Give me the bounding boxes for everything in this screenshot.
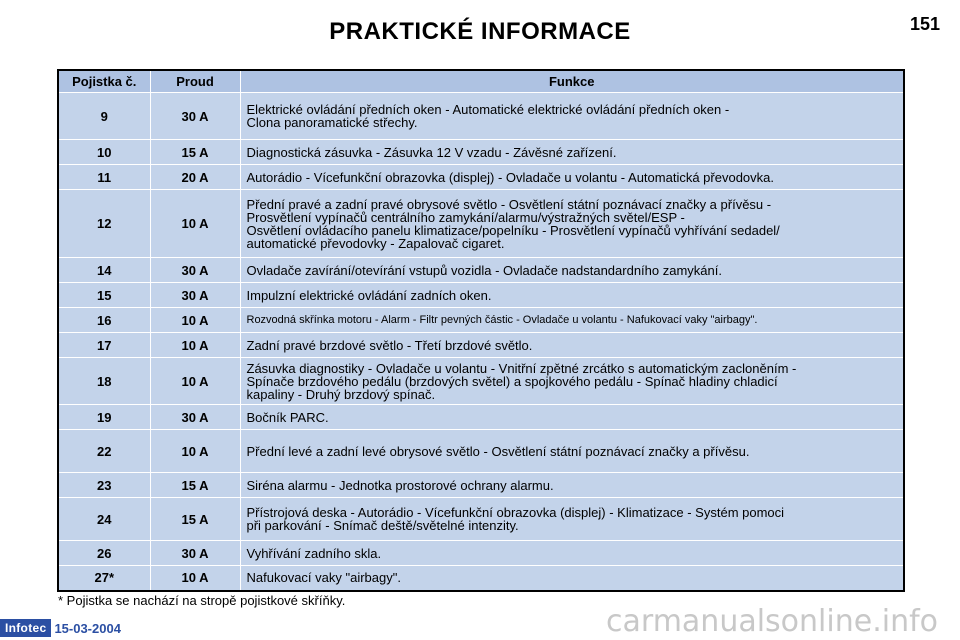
fuse-current: 10 A <box>150 190 240 258</box>
fuse-number: 27* <box>58 566 150 591</box>
fuse-number: 14 <box>58 258 150 283</box>
fuse-function: Zásuvka diagnostiky - Ovladače u volantu - Vnitřní zpětné zrcátko s automatickým zacloněním - Spínače brzdového pedálu (brzdových světel) a spojkového pedálu - Spínač hladiny chladicí kapaliny - Druhý brzdový spínač. <box>240 358 904 405</box>
table-row <box>58 283 904 308</box>
fuse-function: Přední levé a zadní levé obrysové světlo - Osvětlení státní poznávací značky a přívěsu. <box>240 430 904 473</box>
footnote: * Pojistka se nachází na stropě pojistkové skříňky. <box>58 593 346 608</box>
footer-date: 15-03-2004 <box>54 620 121 636</box>
fuse-current: 15 A <box>150 140 240 165</box>
fuse-current: 10 A <box>150 566 240 591</box>
fuse-function: Impulzní elektrické ovládání zadních oken. <box>240 283 904 308</box>
fuse-current: 30 A <box>150 93 240 140</box>
fuse-current: 10 A <box>150 333 240 358</box>
fuse-current: 30 A <box>150 405 240 430</box>
fuse-current: 10 A <box>150 430 240 473</box>
fuse-current: 30 A <box>150 258 240 283</box>
fuse-function: Rozvodná skřínka motoru - Alarm - Filtr pevných částic - Ovladače u volantu - Nafukovací vaky "airbagy". <box>240 308 904 333</box>
fuse-current: 10 A <box>150 358 240 405</box>
table-row <box>58 566 904 591</box>
fuse-function: Nafukovací vaky "airbagy". <box>240 566 904 591</box>
fuse-number: 19 <box>58 405 150 430</box>
page-number: 151 <box>909 14 940 34</box>
table-row <box>58 190 904 258</box>
fuse-number: 22 <box>58 430 150 473</box>
column-header-function: Funkce <box>240 70 904 93</box>
column-header-current: Proud <box>150 70 240 93</box>
fuse-current: 15 A <box>150 473 240 498</box>
table-row <box>58 358 904 405</box>
fuse-function: Ovladače zavírání/otevírání vstupů vozidla - Ovladače nadstandardního zamykání. <box>240 258 904 283</box>
fuse-current: 10 A <box>150 308 240 333</box>
footer <box>0 619 121 637</box>
fuse-current: 20 A <box>150 165 240 190</box>
fuse-function: Vyhřívání zadního skla. <box>240 541 904 566</box>
table-header-row <box>58 70 904 93</box>
table-row <box>58 541 904 566</box>
fuse-number: 26 <box>58 541 150 566</box>
fuse-current: 15 A <box>150 498 240 541</box>
fuse-function: Siréna alarmu - Jednotka prostorové ochrany alarmu. <box>240 473 904 498</box>
fuse-number: 15 <box>58 283 150 308</box>
fuse-number: 16 <box>58 308 150 333</box>
table-row <box>58 430 904 473</box>
table-row <box>58 93 904 140</box>
fuse-number: 23 <box>58 473 150 498</box>
fuse-number: 9 <box>58 93 150 140</box>
fuse-number: 12 <box>58 190 150 258</box>
fuse-table <box>57 69 905 592</box>
column-header-fuse: Pojistka č. <box>58 70 150 93</box>
fuse-number: 11 <box>58 165 150 190</box>
fuse-function: Elektrické ovládání předních oken - Automatické elektrické ovládání předních oken - Clona panoramatické střechy. <box>240 93 904 140</box>
fuse-number: 24 <box>58 498 150 541</box>
fuse-function: Zadní pravé brzdové světlo - Třetí brzdové světlo. <box>240 333 904 358</box>
fuse-function: Bočník PARC. <box>240 405 904 430</box>
fuse-function: Diagnostická zásuvka - Zásuvka 12 V vzadu - Závěsné zařízení. <box>240 140 904 165</box>
fuse-function: Přední pravé a zadní pravé obrysové světlo - Osvětlení státní poznávací značky a přívěsu - Prosvětlení vypínačů centrálního zamykání/alarmu/výstražných světel/ESP - Osvětlení ovládacího panelu klimatizace/popelníku - Prosvětlení vypínačů vyhřívání sedadel/ automatické převodovky - Zapalovač cigaret. <box>240 190 904 258</box>
page-title: PRAKTICKÉ INFORMACE <box>329 18 631 45</box>
fuse-number: 17 <box>58 333 150 358</box>
table-row <box>58 498 904 541</box>
fuse-current: 30 A <box>150 283 240 308</box>
table-row <box>58 405 904 430</box>
fuse-current: 30 A <box>150 541 240 566</box>
fuse-number: 10 <box>58 140 150 165</box>
table-row <box>58 165 904 190</box>
fuse-function: Autorádio - Vícefunkční obrazovka (displej) - Ovladače u volantu - Automatická převodovka. <box>240 165 904 190</box>
table-row <box>58 333 904 358</box>
fuse-function: Přístrojová deska - Autorádio - Vícefunkční obrazovka (displej) - Klimatizace - Systém pomoci při parkování - Snímač deště/světelné intenzity. <box>240 498 904 541</box>
infotec-logo: Infotec <box>0 619 51 637</box>
table-row <box>58 140 904 165</box>
fuse-number: 18 <box>58 358 150 405</box>
watermark: carmanualsonline.info <box>606 604 938 639</box>
table-row <box>58 308 904 333</box>
table-row <box>58 473 904 498</box>
table-row <box>58 258 904 283</box>
